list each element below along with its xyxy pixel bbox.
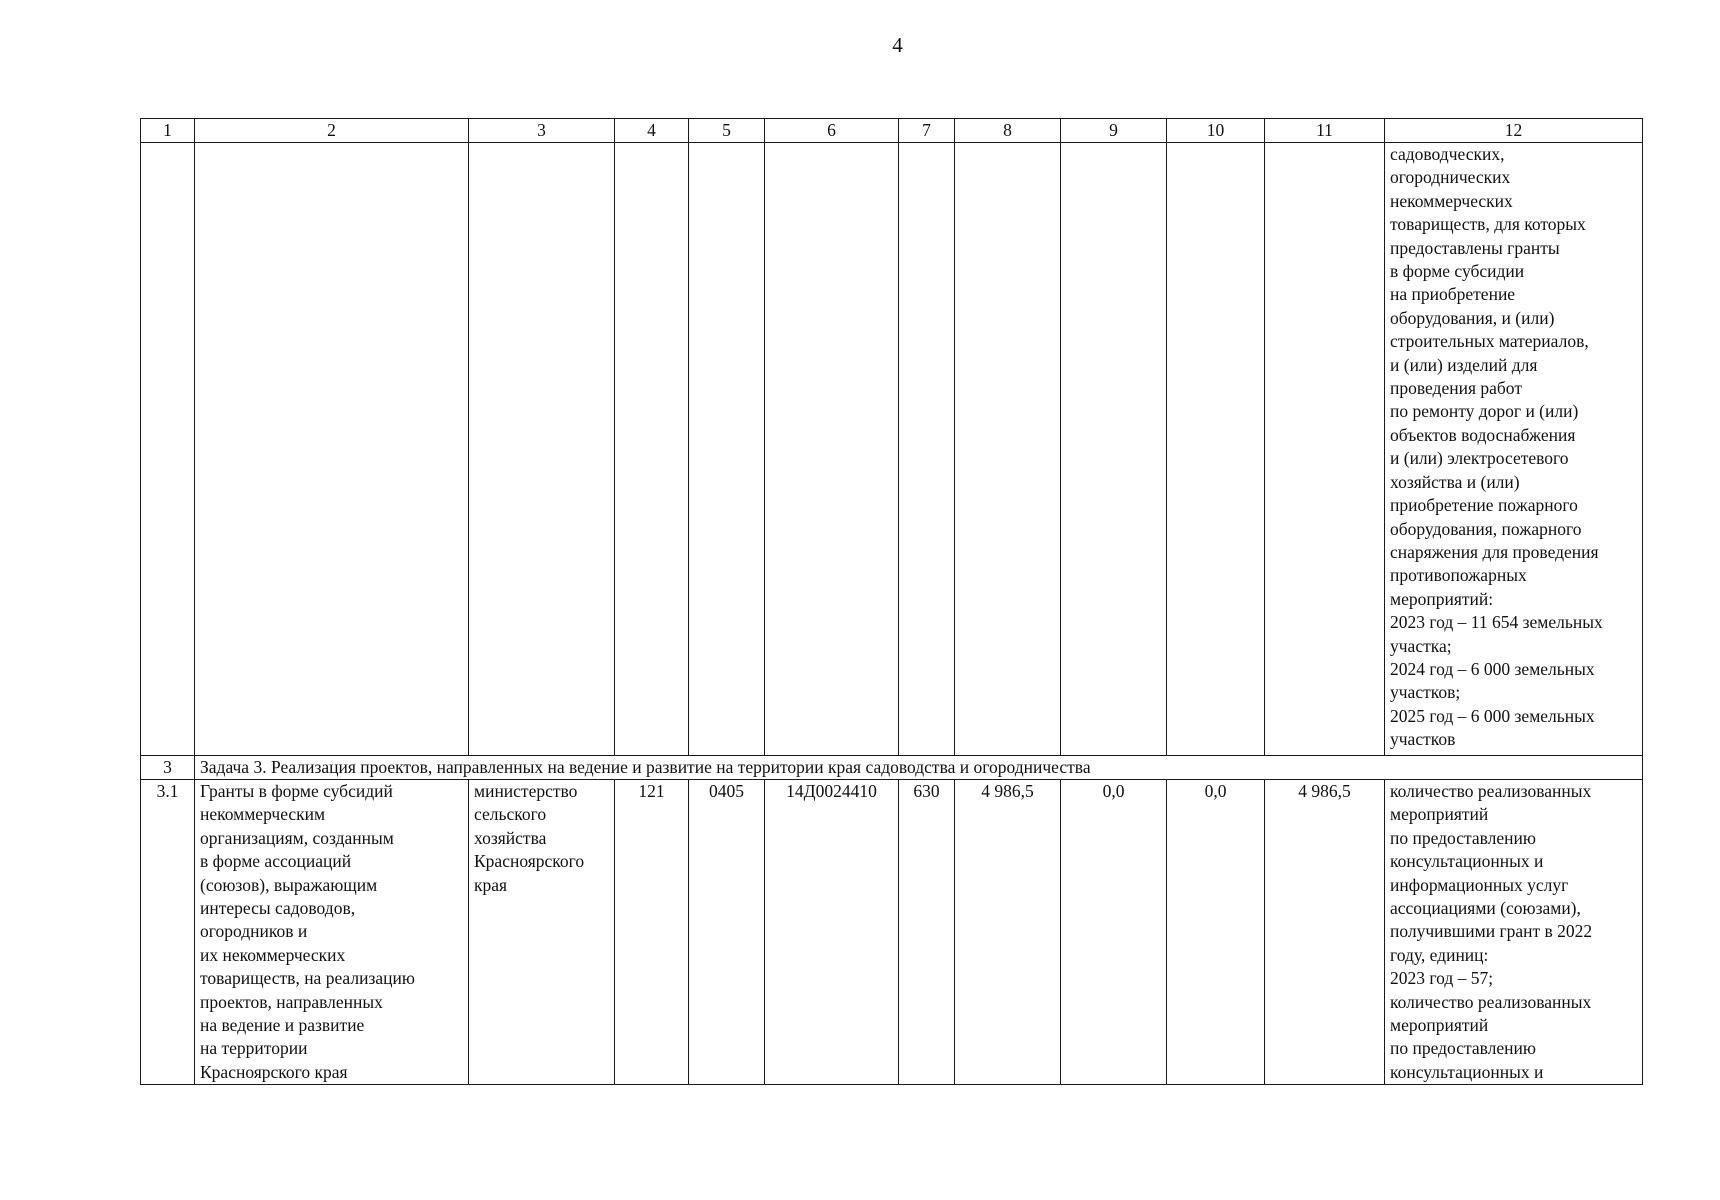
column-number-7: 7 bbox=[899, 119, 955, 143]
page-number: 4 bbox=[892, 33, 903, 57]
column-number-1: 1 bbox=[141, 119, 195, 143]
column-number-4: 4 bbox=[615, 119, 689, 143]
cell-empty bbox=[899, 143, 955, 756]
cell-empty bbox=[1265, 143, 1385, 756]
item-description: Гранты в форме субсидий некоммерческим организациям, созданным в форме ассоциаций (союзов), выражающим интересы садоводов, огородников и их некоммерческих товариществ, на реализацию проектов, направленных на ведение и развитие на территории Красноярского края bbox=[195, 780, 469, 1085]
item-code-5: 0405 bbox=[689, 780, 765, 1085]
column-number-10: 10 bbox=[1167, 119, 1265, 143]
cell-empty bbox=[689, 143, 765, 756]
cell-empty bbox=[195, 143, 469, 756]
item-code-7: 630 bbox=[899, 780, 955, 1085]
task-title: Задача 3. Реализация проектов, направленных на ведение и развитие на территории края садоводства и огородничества bbox=[195, 756, 1643, 780]
task-number: 3 bbox=[141, 756, 195, 780]
cell-empty bbox=[141, 143, 195, 756]
budget-table bbox=[140, 118, 1643, 1085]
cell-empty bbox=[1167, 143, 1265, 756]
cell-empty bbox=[1061, 143, 1167, 756]
item-amount-8: 4 986,5 bbox=[955, 780, 1061, 1085]
cell-empty bbox=[955, 143, 1061, 756]
item-amount-11: 4 986,5 bbox=[1265, 780, 1385, 1085]
item-code-4: 121 bbox=[615, 780, 689, 1085]
cell-empty bbox=[469, 143, 615, 756]
column-number-5: 5 bbox=[689, 119, 765, 143]
item-amount-10: 0,0 bbox=[1167, 780, 1265, 1085]
column-number-8: 8 bbox=[955, 119, 1061, 143]
item-code-6: 14Д0024410 bbox=[765, 780, 899, 1085]
column-number-row bbox=[141, 119, 1643, 143]
column-number-11: 11 bbox=[1265, 119, 1385, 143]
item-row bbox=[141, 780, 1643, 1085]
continuation-row bbox=[141, 143, 1643, 756]
item-responsible: министерство сельского хозяйства Красноярского края bbox=[469, 780, 615, 1085]
task-row bbox=[141, 756, 1643, 780]
column-number-6: 6 bbox=[765, 119, 899, 143]
indicator-text-continued: садоводческих, огороднических некоммерческих товариществ, для которых предоставлены гранты в форме субсидии на приобретение оборудования, и (или) строительных материалов, и (или) изделий для проведения работ по ремонту дорог и (или) объектов водоснабжения и (или) электросетевого хозяйства и (или) приобретение пожарного оборудования, пожарного снаряжения для проведения противопожарных мероприятий: 2023 год – 11 654 земельных участка; 2024 год – 6 000 земельных участков; 2025 год – 6 000 земельных участков bbox=[1385, 143, 1643, 756]
column-number-9: 9 bbox=[1061, 119, 1167, 143]
item-amount-9: 0,0 bbox=[1061, 780, 1167, 1085]
cell-empty bbox=[615, 143, 689, 756]
item-indicator: количество реализованных мероприятий по предоставлению консультационных и информационных услуг ассоциациями (союзами), получившими грант в 2022 году, единиц: 2023 год – 57; количество реализованных мероприятий по предоставлению консультационных и bbox=[1385, 780, 1643, 1085]
item-number: 3.1 bbox=[141, 780, 195, 1085]
column-number-2: 2 bbox=[195, 119, 469, 143]
column-number-12: 12 bbox=[1385, 119, 1643, 143]
column-number-3: 3 bbox=[469, 119, 615, 143]
cell-empty bbox=[765, 143, 899, 756]
